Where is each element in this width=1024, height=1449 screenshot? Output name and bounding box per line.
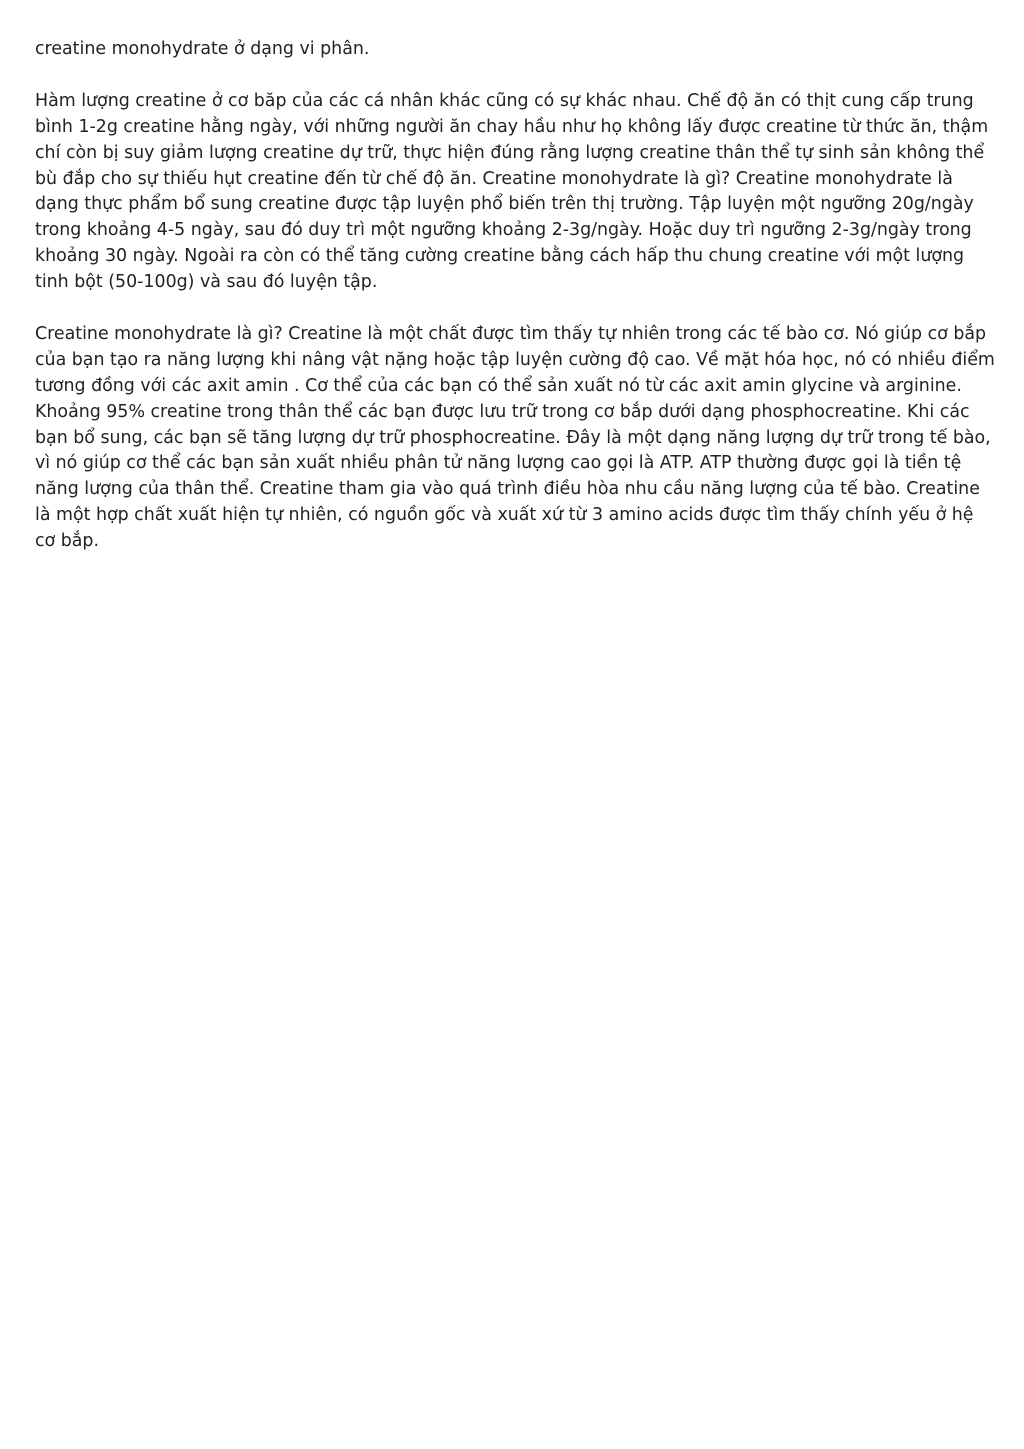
paragraph-creatine-definition: Creatine monohydrate là gì? Creatine là một chất được tìm thấy tự nhiên trong các tế bào cơ. Nó giúp cơ bắp của bạn tạo ra năng lượng khi nâng vật nặng hoặc tập luyện cường độ cao. Về mặt hóa học, nó có nhiều điểm tương đồng với các axit amin . Cơ thể của các bạn có thể sản xuất nó từ các axit amin glycine và arginine. Khoảng 95% creatine trong thân thể các bạn được lưu trữ trong cơ bắp dưới dạng phosphocreatine. Khi các bạn bổ sung, các bạn sẽ tăng lượng dự trữ phosphocreatine. Đây là một dạng năng lượng dự trữ trong tế bào, vì nó giúp cơ thể các bạn sản xuất nhiều phân tử năng lượng cao gọi là ATP. ATP thường được gọi là tiền tệ năng lượng của thân thể. Creatine tham gia vào quá trình điều hòa nhu cầu năng lượng của tế bào. Creatine là một hợp chất xuất hiện tự nhiên, có nguồn gốc và xuất xứ từ 3 amino acids được tìm thấy chính yếu ở hệ cơ bắp. bbox=[35, 323, 995, 552]
paragraph-continuation: creatine monohydrate ở dạng vi phân. bbox=[35, 39, 370, 59]
paragraph-creatine-content: Hàm lượng creatine ở cơ băp của các cá nhân khác cũng có sự khác nhau. Chế độ ăn có thịt cung cấp trung bình 1-2g creatine hằng ngày, với những người ăn chay hầu như họ không lấy được creatine từ thức ăn, thậm chí còn bị suy giảm lượng creatine dự trữ, thực hiện đúng rằng lượng creatine thân thể tự sinh sản không thể bù đắp cho sự thiếu hụt creatine đến từ chế độ ăn. Creatine monohydrate là gì? Creatine monohydrate là dạng thực phẩm bổ sung creatine được tập luyện phổ biến trên thị trường. Tập luyện một ngưỡng 20g/ngày trong khoảng 4-5 ngày, sau đó duy trì một ngưỡng khoảng 2-3g/ngày. Hoặc duy trì ngưỡng 2-3g/ngày trong khoảng 30 ngày. Ngoài ra còn có thể tăng cường creatine bằng cách hấp thu chung creatine với một lượng tinh bột (50-100g) và sau đó luyện tập. bbox=[35, 90, 989, 293]
document-page bbox=[35, 37, 995, 581]
